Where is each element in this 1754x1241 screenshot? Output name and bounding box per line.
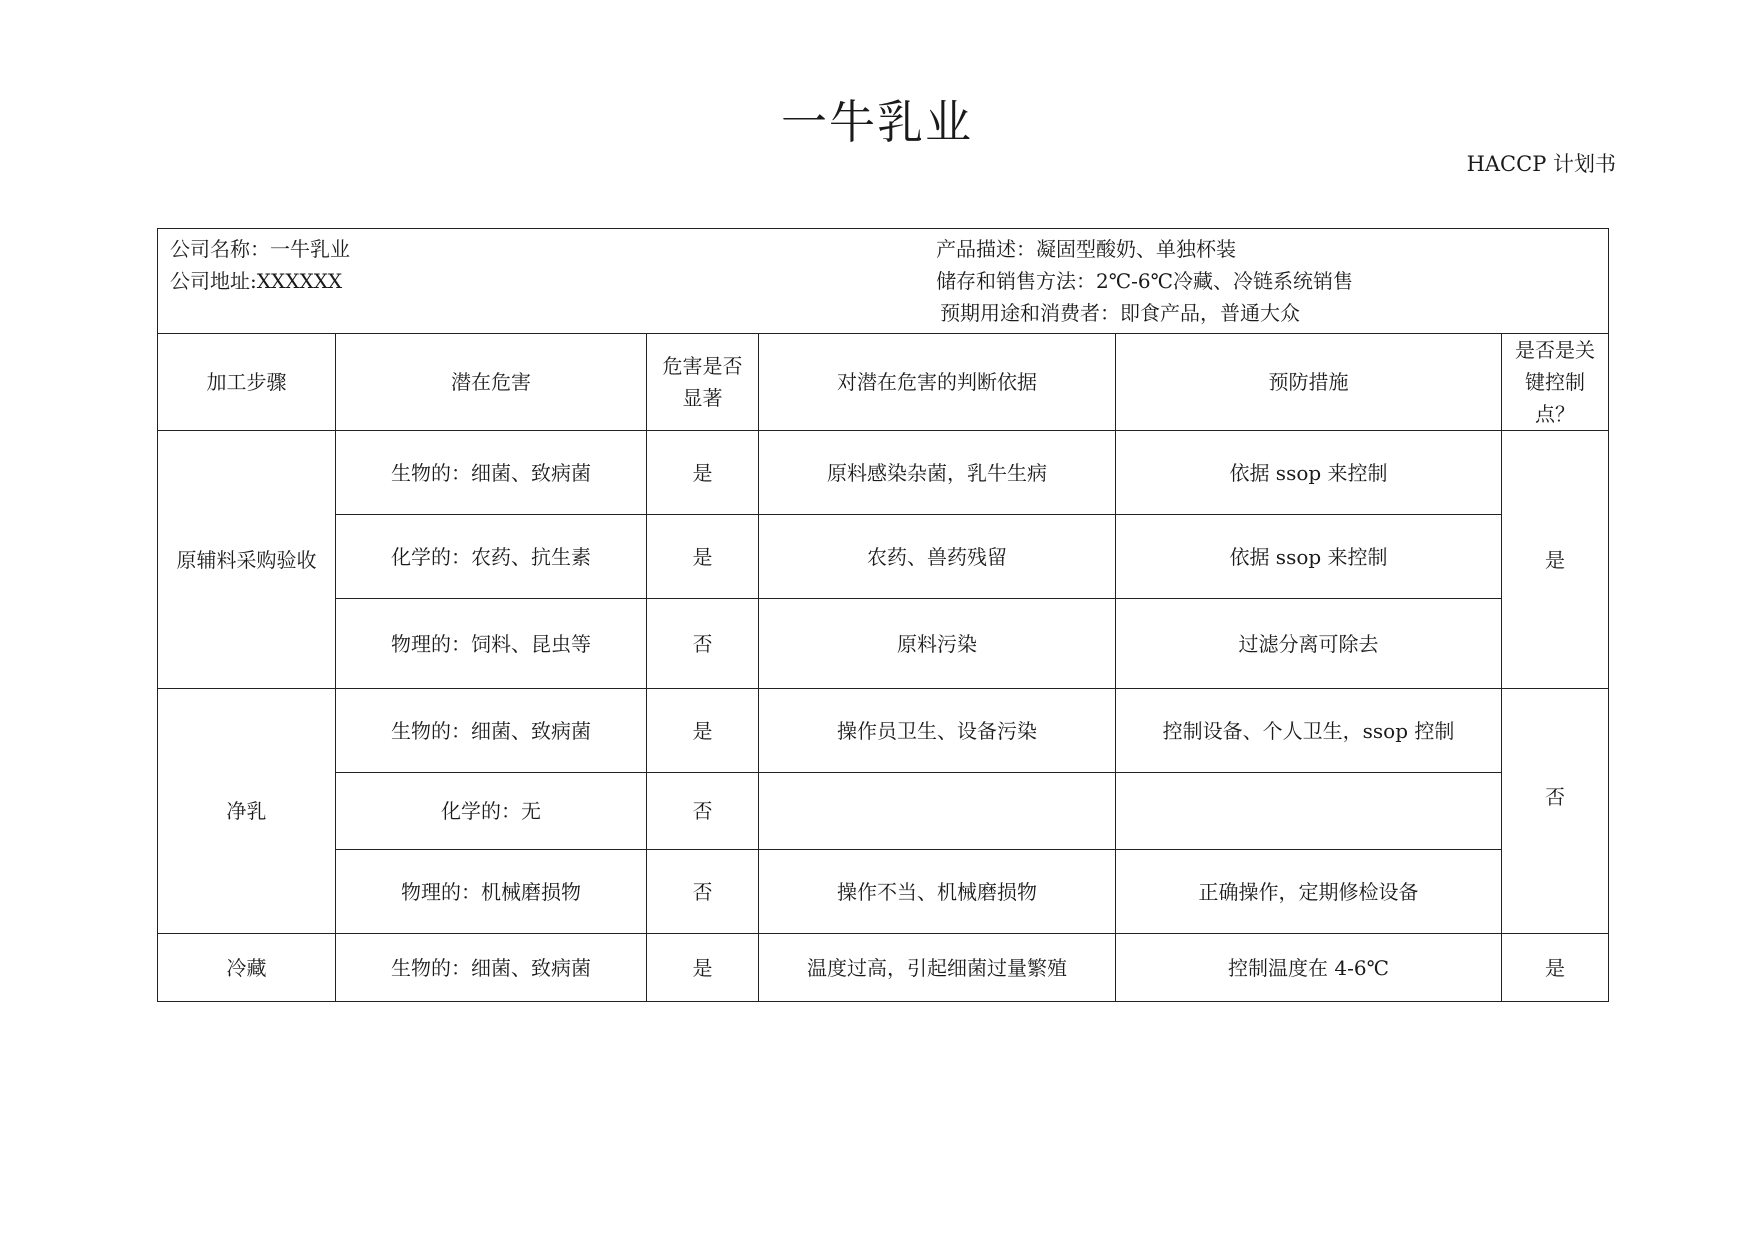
basis-cell: 农药、兽药残留 [759,515,1116,599]
hazard-cell: 生物的：细菌、致病菌 [336,689,647,773]
basis-cell: 原料感染杂菌，乳牛生病 [759,431,1116,515]
haccp-plan-table [157,228,1609,1002]
significant-cell: 是 [647,515,759,599]
basis-cell [759,773,1116,850]
document-title: 一牛乳业 [781,95,973,149]
table-row [158,431,1609,515]
basis-cell: 操作员卫生、设备污染 [759,689,1116,773]
header-significant: 危害是否显著 [647,334,759,431]
measures-cell [1116,773,1502,850]
ccp-cell: 否 [1502,689,1609,934]
table-row [158,850,1609,934]
table-row [158,599,1609,689]
table-header-row [158,334,1609,431]
document-subtitle: HACCP 计划书 [1466,152,1616,176]
measures-cell: 正确操作，定期修检设备 [1116,850,1502,934]
storage-sales-method: 储存和销售方法：2℃-6℃冷藏、冷链系统销售 [936,269,1354,293]
header-measures: 预防措施 [1116,334,1502,431]
hazard-cell: 化学的：无 [336,773,647,850]
header-ccp: 是否是关键控制点？ [1502,334,1609,431]
hazard-cell: 物理的：机械磨损物 [336,850,647,934]
step-name: 冷藏 [158,934,336,1002]
step-name: 净乳 [158,689,336,934]
measures-cell: 过滤分离可除去 [1116,599,1502,689]
ccp-cell: 是 [1502,934,1609,1002]
significant-cell: 否 [647,599,759,689]
basis-cell: 操作不当、机械磨损物 [759,850,1116,934]
company-name: 公司名称：一牛乳业 [170,237,350,261]
significant-cell: 是 [647,934,759,1002]
significant-cell: 否 [647,773,759,850]
header-step: 加工步骤 [158,334,336,431]
hazard-cell: 生物的：细菌、致病菌 [336,934,647,1002]
significant-cell: 否 [647,850,759,934]
significant-cell: 是 [647,431,759,515]
basis-cell: 温度过高，引起细菌过量繁殖 [759,934,1116,1002]
hazard-cell: 生物的：细菌、致病菌 [336,431,647,515]
table-row [158,689,1609,773]
company-address: 公司地址:XXXXXX [170,269,343,293]
hazard-cell: 化学的：农药、抗生素 [336,515,647,599]
header-hazard: 潜在危害 [336,334,647,431]
measures-cell: 依据 ssop 来控制 [1116,431,1502,515]
ccp-cell: 是 [1502,431,1609,689]
header-basis: 对潜在危害的判断依据 [759,334,1116,431]
table-row [158,934,1609,1002]
table-row [158,515,1609,599]
measures-cell: 控制温度在 4-6℃ [1116,934,1502,1002]
basis-cell: 原料污染 [759,599,1116,689]
measures-cell: 控制设备、个人卫生，ssop 控制 [1116,689,1502,773]
step-name: 原辅料采购验收 [158,431,336,689]
significant-cell: 是 [647,689,759,773]
hazard-cell: 物理的：饲料、昆虫等 [336,599,647,689]
company-info-block [158,229,1609,334]
table-row [158,773,1609,850]
product-description: 产品描述：凝固型酸奶、单独杯装 [936,237,1237,261]
measures-cell: 依据 ssop 来控制 [1116,515,1502,599]
intended-use: 预期用途和消费者：即食产品，普通大众 [940,301,1301,325]
